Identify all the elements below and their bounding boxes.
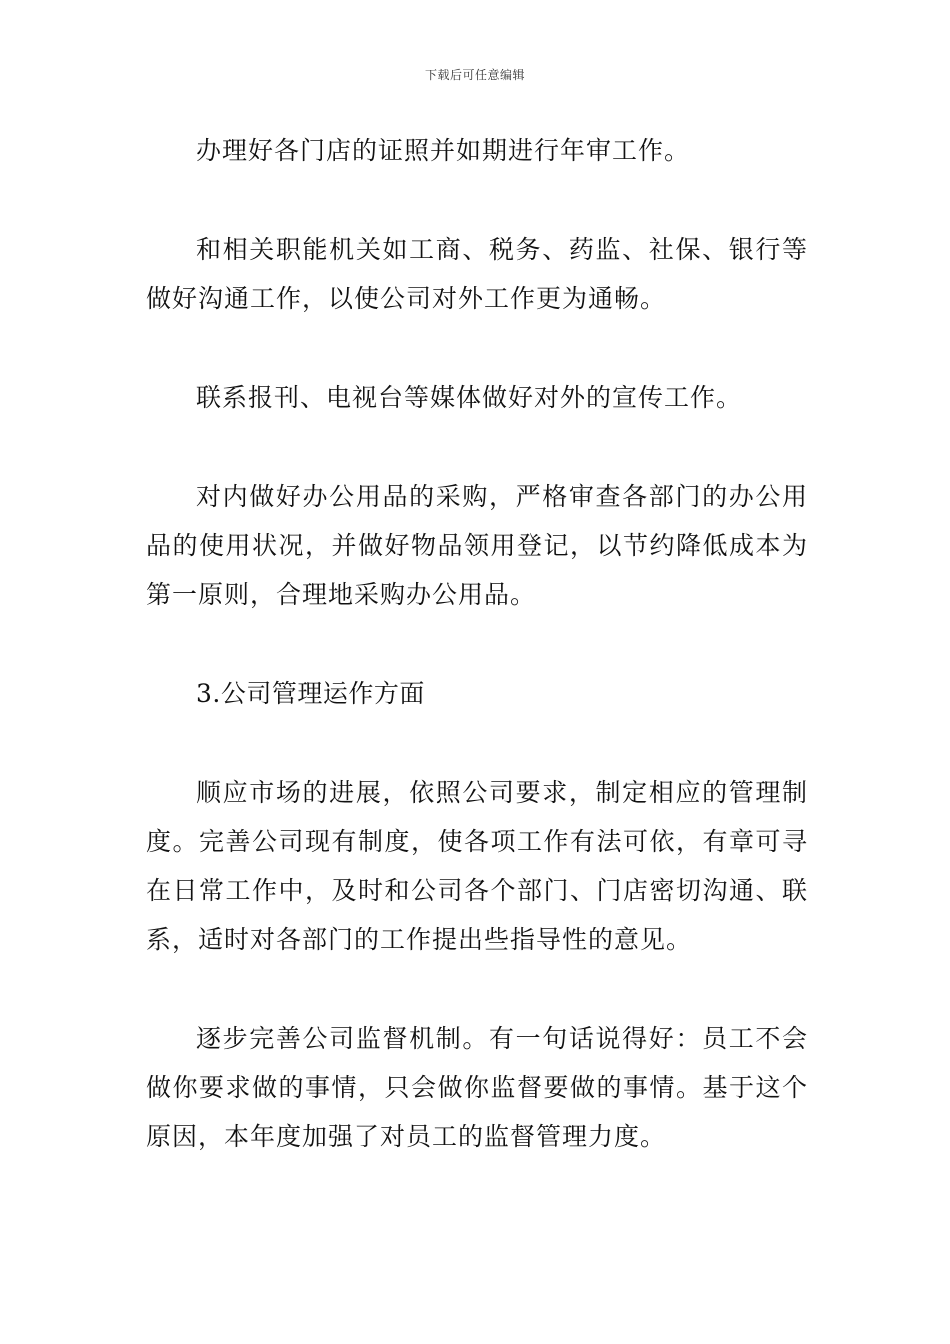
paragraph-management-system: 顺应市场的进展，依照公司要求，制定相应的管理制度。完善公司现有制度，使各项工作有法可依，有章可寻在日常工作中，及时和公司各个部门、门店密切沟通、联系，适时对各部门的工作提出些指导性的意见。 — [146, 778, 808, 954]
section-heading: 3.公司管理运作方面 — [196, 679, 425, 708]
paragraph-licenses: 办理好各门店的证照并如期进行年审工作。 — [196, 136, 691, 165]
paragraph-office-supplies: 对内做好办公用品的采购，严格审查各部门的办公用品的使用状况，并做好物品领用登记，以节约降低成本为第一原则，合理地采购办公用品。 — [146, 482, 808, 609]
paragraph-supervision: 逐步完善公司监督机制。有一句话说得好：员工不会做你要求做的事情，只会做你监督要做的事情。基于这个原因，本年度加强了对员工的监督管理力度。 — [146, 1024, 808, 1151]
header-note: 下载后可任意编辑 — [424, 68, 525, 82]
document-body — [146, 126, 808, 1161]
paragraph-agency-communication: 和相关职能机关如工商、税务、药监、社保、银行等做好沟通工作，以使公司对外工作更为通畅。 — [146, 235, 808, 313]
paragraph-media-publicity: 联系报刊、电视台等媒体做好对外的宣传工作。 — [196, 383, 743, 412]
